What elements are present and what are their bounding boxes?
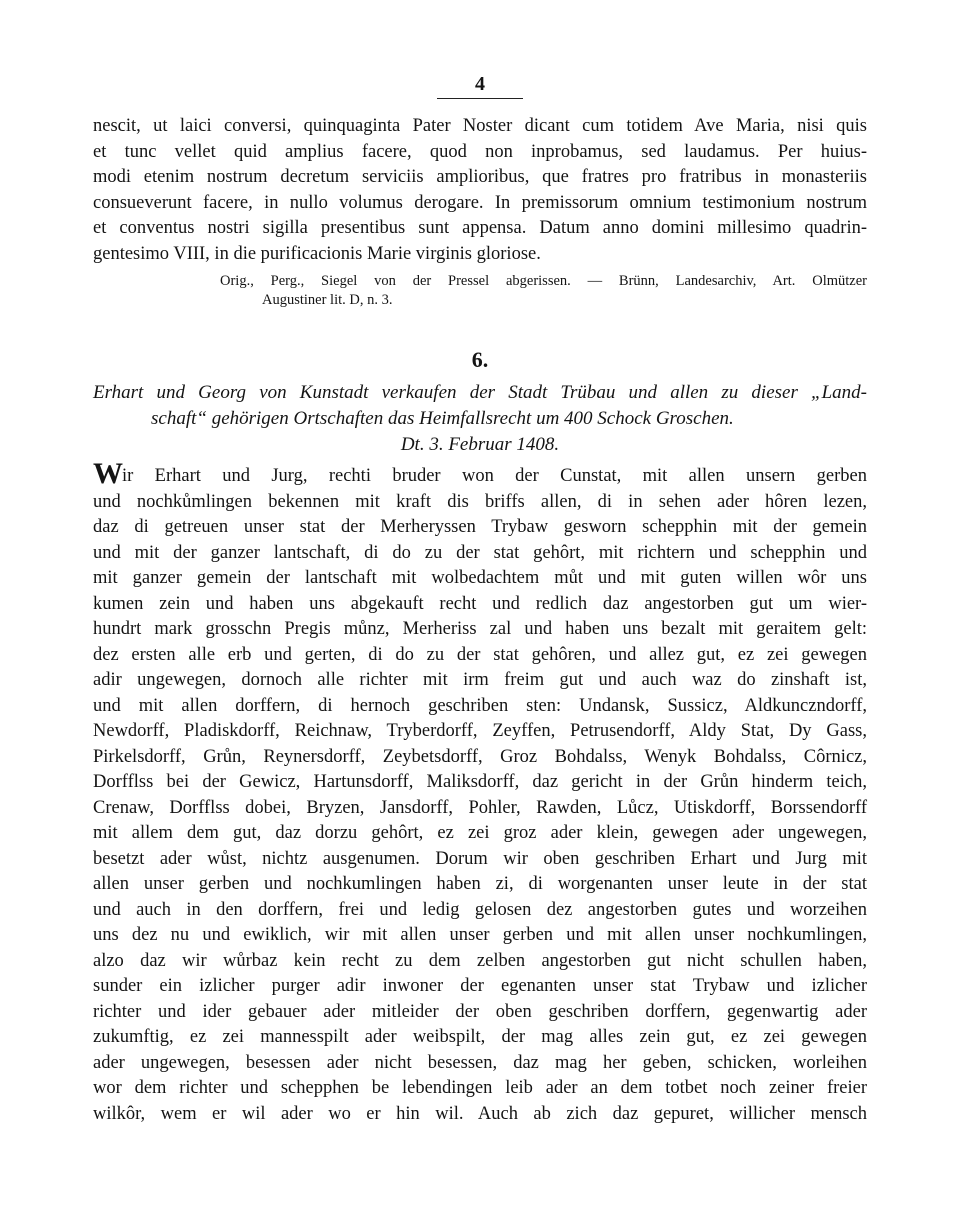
charter-line: Newdorff, Pladiskdorff, Reichnaw, Tryberdorff, Zeyffen, Petrusendorff, Aldy Stat, Dy Gass, xyxy=(93,721,867,741)
charter-line: und nochkůmlingen bekennen mit kraft dis briffs allen, di in sehen ader hôren lezen, xyxy=(93,491,867,512)
charter-line: dez ersten alle erb und gerten, di do zu der stat gehôren, und allez gut, ez zei gewegen xyxy=(93,644,867,665)
charter-line: uns dez nu und ewiklich, wir mit allen unser gerben und mit allen unser nochkumlingen, xyxy=(93,925,867,945)
charter-first-line-text: ir Erhart und Jurg, rechti bruder won der Cunstat, mit allen unsern gerben xyxy=(122,466,867,486)
charter-line: wilkôr, wem er wil ader wo er hin wil. Auch ab zich daz gepuret, willicher mensch xyxy=(93,1103,867,1124)
charter-first-line xyxy=(93,457,867,490)
charter-line: sunder ein izlicher purger adir inwoner der egenanten unser stat Trybaw und izlicher xyxy=(93,976,867,996)
intro-line: nescit, ut laici conversi, quinquaginta Pater Noster dicant cum totidem Ave Maria, nisi quis xyxy=(93,116,867,136)
document-date: Dt. 3. Februar 1408. xyxy=(400,434,560,455)
charter-line: und mit allen dorffern, di hernoch geschriben sten: Undansk, Sussicz, Aldkuncznd​orff, xyxy=(93,695,867,716)
source-note-line: Augustiner lit. D, n. 3. xyxy=(262,292,393,308)
document-heading xyxy=(93,380,867,458)
charter-line: wor dem richter und schepphen be lebendingen leib ader an dem totbet noch zeiner freier xyxy=(93,1078,867,1098)
charter-line: Crenaw, Dorfflss dobei, Bryzen, Jansdorff, Pohler, Rawden, Lůcz, Utiskdorff, Borssendorff xyxy=(93,797,867,818)
page-number: 4 xyxy=(475,73,485,95)
charter-line: alzo daz wir wůrbaz kein recht zu dem zelben angestorben gut nicht schullen haben, xyxy=(93,950,867,971)
intro-line: modi etenim nostrum decretum serviciis amplioribus, que fratres pro fratribus in monasteriis xyxy=(93,167,867,187)
charter-line: ader ungewegen, besessen ader nicht besessen, daz mag her geben, schicken, worleihen xyxy=(93,1052,867,1073)
charter-line: richter und ider gebauer ader mitleider der oben geschriben dorffern, gegenwartig ader xyxy=(93,1001,867,1022)
heading-line: Erhart und Georg von Kunstadt verkaufen der Stadt Trübau und allen zu dieser „Land- xyxy=(93,382,867,403)
charter-line: Pirkelsdorff, Grůn, Reynersdorff, Zeybetsdorff, Groz Bohdalss, Wenyk Bohdalss, Côrnicz, xyxy=(93,746,867,767)
charter-line: zukumftig, ez zei mannesspilt ader weibspilt, der mag alles zein gut, ez zei gewegen xyxy=(93,1027,867,1047)
intro-line: consueverunt facere, in nullo volumus derogare. In premissorum omnium testimonium nostrum xyxy=(93,192,867,213)
document-number: 6. xyxy=(471,347,489,372)
initial-letter: W xyxy=(93,457,122,490)
intro-paragraph xyxy=(93,114,867,267)
charter-line: und auch in den dorffern, frei und ledig gelosen dez angestorben gutes und worzeihen xyxy=(93,899,867,920)
source-note xyxy=(220,272,867,310)
intro-line: et tunc vellet quid amplius facere, quod non inprobamus, sed laudamus. Per huius- xyxy=(93,141,867,162)
heading-line: schaft“ gehörigen Ortschaften das Heimfallsrecht um 400 Schock Groschen. xyxy=(151,408,734,429)
charter-line: allen unser gerben und nochkumlingen haben zi, di worgenanten unser leute in der stat xyxy=(93,874,867,894)
intro-line: gentesimo VIII, in die purificacionis Marie virginis gloriose. xyxy=(93,243,541,264)
charter-line: kumen zein und haben uns abgekauft recht und redlich daz angestorben gut um wier- xyxy=(93,593,867,614)
charter-line: Dorfflss bei der Gewicz, Hartunsdorff, Maliksdorff, daz gericht in der Grůn hinderm teich, xyxy=(93,772,867,792)
charter-line: mit ganzer gemein der lantschaft mit wolbedachtem můt und mit guten willen wôr uns xyxy=(93,568,867,588)
charter-line: besetzt ader wůst, nichtz ausgenumen. Dorum wir oben geschriben Erhart und Jurg mit xyxy=(93,848,867,869)
charter-line: hundrt mark grosschn Pregis můnz, Merheriss zal und haben uns bezalt mit geraitem gelt: xyxy=(93,619,867,639)
source-note-line: Orig., Perg., Siegel von der Pressel abgerissen. — Brünn, Landesarchiv, Art. Olmützer xyxy=(220,273,867,289)
charter-line: daz di getreuen unser stat der Merheryssen Trybaw gesworn schepphin mit der gemein xyxy=(93,517,867,537)
charter-line: mit allem dem gut, daz dorzu gehôrt, ez zei groz ader klein, gewegen ader ungewegen, xyxy=(93,823,867,843)
intro-line: et conventus nostri sigilla presentibus sunt appensa. Datum anno domini millesimo quadrin- xyxy=(93,218,867,238)
charter-line: adir ungewegen, dornoch alle richter mit irm freim gut und auch waz do zinshaft ist, xyxy=(93,670,867,690)
page-number-rule xyxy=(437,98,523,99)
charter-line: und mit der ganzer lantschaft, di do zu der stat gehôrt, mit richtern und schepphin und xyxy=(93,542,867,563)
charter-text xyxy=(93,457,867,1127)
